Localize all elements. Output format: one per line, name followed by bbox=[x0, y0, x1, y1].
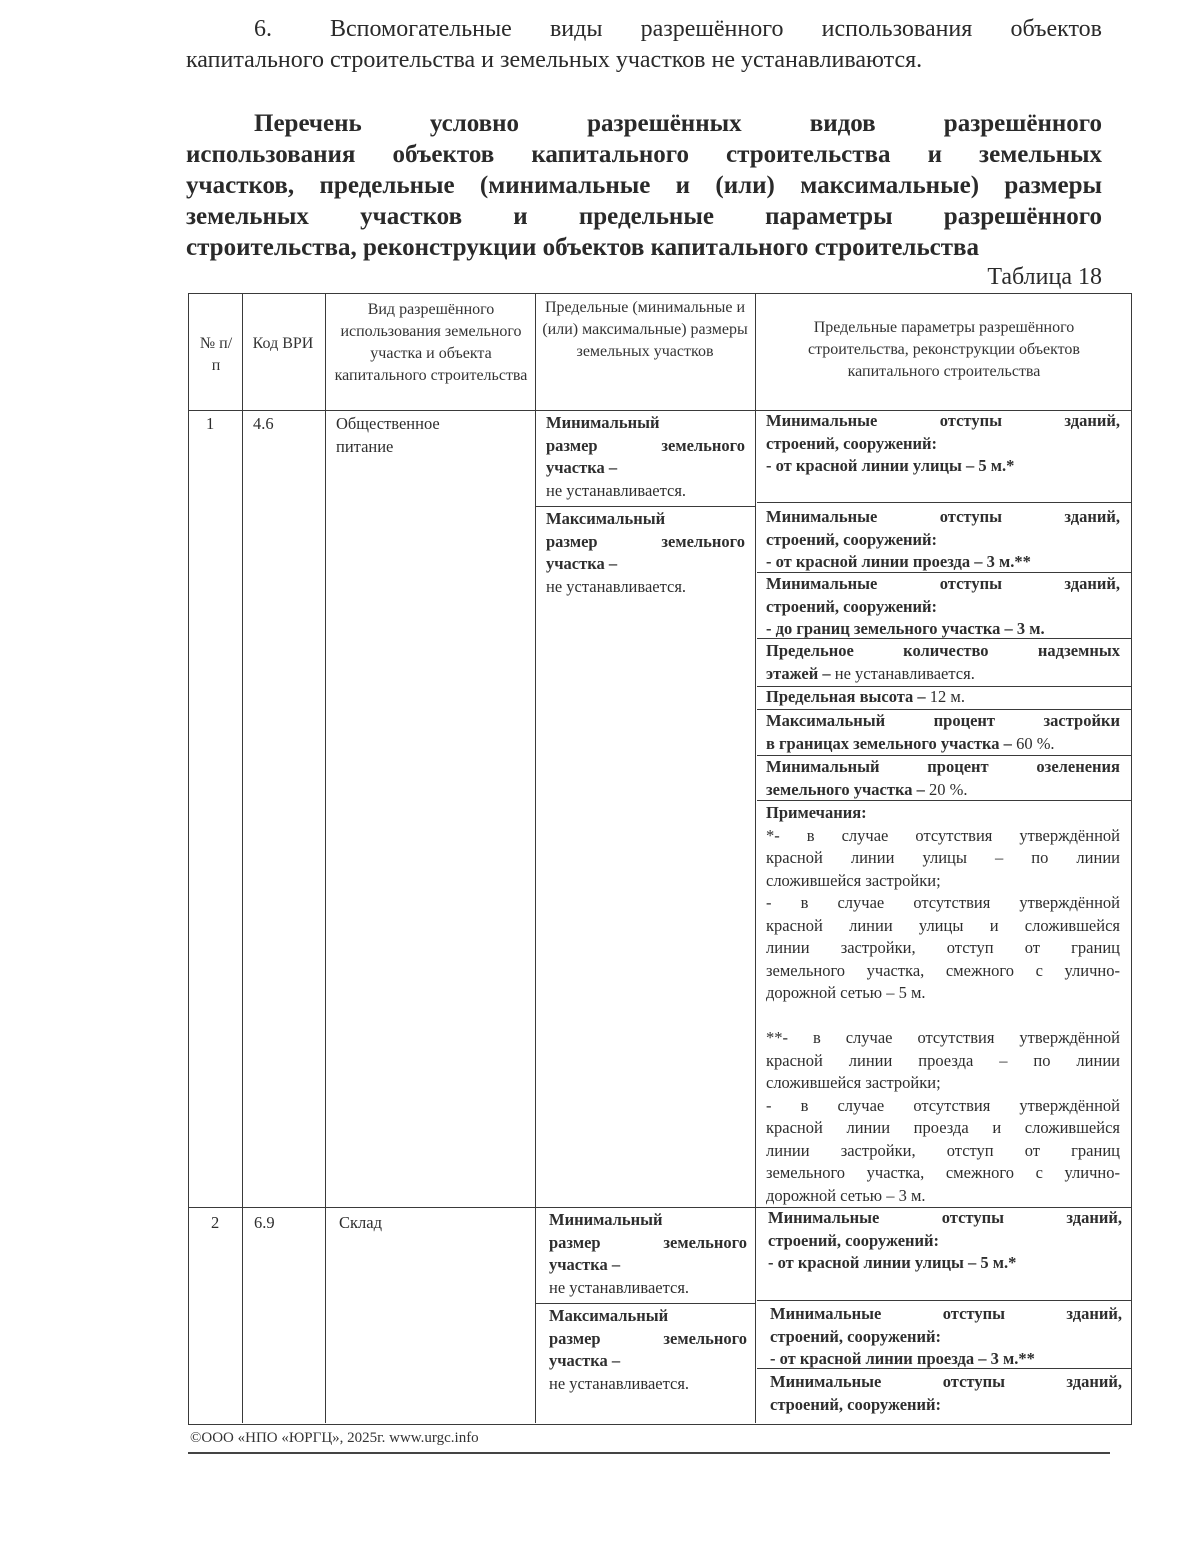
row-1-param-7: Минимальный процент озеленения земельного участка – 20 %. bbox=[766, 757, 1120, 799]
section-heading bbox=[186, 108, 1102, 263]
row-1-param-6: Максимальный процент застройки в границах земельного участка – 60 %. bbox=[766, 711, 1120, 753]
row-2-type: Склад bbox=[339, 1213, 382, 1232]
footer-rule bbox=[188, 1452, 1110, 1454]
row-2-code: 6.9 bbox=[254, 1213, 275, 1232]
row-divider bbox=[757, 502, 1132, 503]
row-2-max-size: Максимальный размер земельного участка – не устанавливается. bbox=[549, 1306, 747, 1393]
header-code: Код ВРИ bbox=[252, 335, 314, 352]
row-divider bbox=[535, 1303, 755, 1304]
row-1-num: 1 bbox=[206, 414, 215, 433]
table-label: Таблица 18 bbox=[987, 264, 1102, 290]
intro-line-1: Вспомогательные виды разрешённого использования объектов bbox=[330, 16, 1102, 42]
heading-line-3: участков, предельные (минимальные и (или) максимальные) размеры bbox=[186, 172, 1102, 199]
heading-line-2: использования объектов капитального строительства и земельных bbox=[186, 141, 1102, 168]
row-1-code: 4.6 bbox=[253, 414, 274, 433]
item-number: 6. bbox=[254, 16, 272, 42]
heading-line-1: Перечень условно разрешённых видов разрешённого bbox=[254, 110, 1102, 137]
intro-paragraph bbox=[186, 14, 1102, 76]
heading-line-4: земельных участков и предельные параметры разрешённого bbox=[186, 203, 1102, 230]
row-2-param-3: Минимальные отступы зданий, строений, сооружений: bbox=[770, 1372, 1122, 1414]
row-1-max-size: Максимальный размер земельного участка – не устанавливается. bbox=[546, 509, 745, 596]
row-1-param-1: Минимальные отступы зданий, строений, сооружений: - от красной линии улицы – 5 м.* bbox=[766, 411, 1120, 475]
row-1-min-size: Минимальный размер земельного участка – не устанавливается. bbox=[546, 413, 745, 500]
intro-line-2: капитального строительства и земельных участков не устанавливаются. bbox=[186, 47, 923, 73]
row-1-param-2: Минимальные отступы зданий, строений, сооружений: - от красной линии проезда – 3 м.** bbox=[766, 507, 1120, 571]
header-size: Предельные (минимальные и (или) максимальные) размеры земельных участков bbox=[542, 299, 748, 360]
header-type: Вид разрешённого использования земельного участка и объекта капитального строительства bbox=[334, 301, 528, 384]
row-1-type: Общественное питание bbox=[336, 414, 440, 456]
row-1-param-4: Предельное количество надземных этажей – не устанавливается. bbox=[766, 641, 1120, 683]
col-divider bbox=[242, 293, 243, 1423]
row-2-param-1: Минимальные отступы зданий, строений, сооружений: - от красной линии улицы – 5 м.* bbox=[768, 1208, 1122, 1272]
header-params: Предельные параметры разрешённого строительства, реконструкции объектов капитального строительства bbox=[808, 319, 1080, 380]
row-1-notes: Примечания: *- в случае отсутствия утверждённой красной линии улицы – по линии сложившейся застройки; - в случае отсутствия утверждённой красной линии улицы и сложившейся линии застройки, отступ от границ земельного участка, смежного с улично- дорожной сетью – 5 м. **- в случае отсутствия утверждённой красной линии проезда – по линии сложившейся застройки; - в случае отсутствия утверждённой красной линии проезда и сложившейся линии застройки, отступ от границ земельного участка, смежного с улично- дорожной сетью – 3 м. bbox=[766, 803, 1120, 1205]
row-1-param-5: Предельная высота – 12 м. bbox=[766, 687, 965, 706]
row-divider bbox=[757, 1300, 1132, 1301]
footer-copyright: ©ООО «НПО «ЮРГЦ», 2025г. www.urgc.info bbox=[190, 1430, 479, 1446]
col-divider bbox=[325, 293, 326, 1423]
row-divider bbox=[535, 506, 755, 507]
header-num: № п/п bbox=[199, 335, 233, 374]
row-2-param-2: Минимальные отступы зданий, строений, сооружений: - от красной линии проезда – 3 м.** bbox=[770, 1304, 1122, 1368]
heading-line-5: строительства, реконструкции объектов капитального строительства bbox=[186, 234, 980, 261]
col-divider bbox=[755, 293, 756, 1423]
row-2-num: 2 bbox=[211, 1213, 220, 1232]
row-2-min-size: Минимальный размер земельного участка – не устанавливается. bbox=[549, 1210, 747, 1297]
row-1-param-3: Минимальные отступы зданий, строений, сооружений: - до границ земельного участка – 3 м. bbox=[766, 574, 1120, 638]
col-divider bbox=[535, 293, 536, 1423]
